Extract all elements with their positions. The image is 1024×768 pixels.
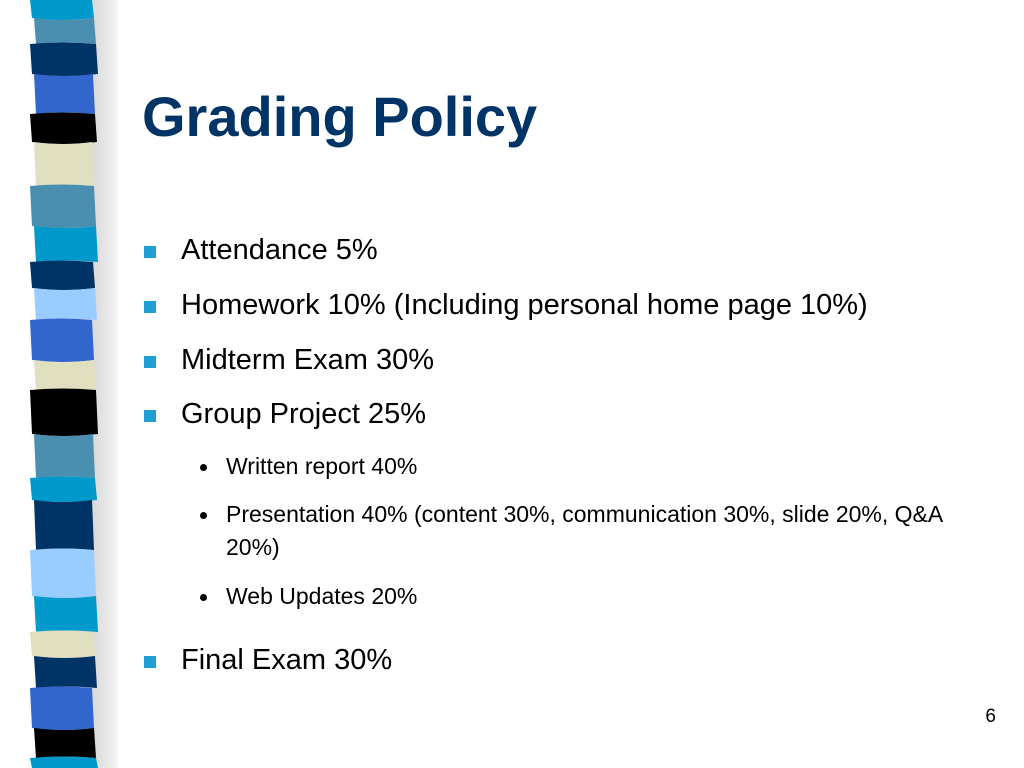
stripe-band — [30, 631, 95, 659]
bullet-text: Midterm Exam 30% — [181, 344, 435, 376]
sub-bullet-text: Presentation 40% (content 30%, communication 30%, slide 20%, Q&A 20%) — [226, 501, 942, 560]
bullet-text: Attendance 5% — [181, 234, 378, 266]
stripe-band — [30, 687, 94, 731]
stripe-band — [34, 18, 96, 44]
square-bullet-icon — [144, 356, 156, 368]
stripe-band — [34, 728, 96, 758]
stripe-band — [34, 360, 96, 390]
square-bullet-icon — [144, 301, 156, 313]
stripe-band — [34, 656, 97, 688]
stripe-band — [34, 596, 98, 632]
square-bullet-icon — [144, 246, 156, 258]
round-bullet-icon — [200, 464, 207, 471]
stripe-band — [34, 500, 94, 550]
stripe-band — [30, 261, 95, 291]
sub-bullet-text: Web Updates 20% — [226, 583, 418, 609]
stripe-band — [34, 434, 95, 478]
stripe-band — [30, 185, 96, 229]
stripe-band — [30, 113, 97, 145]
stripe-band — [30, 319, 94, 363]
bullet-text: Final Exam 30% — [181, 644, 393, 676]
page-number: 6 — [985, 706, 996, 727]
stripe-band — [34, 142, 94, 186]
square-bullet-icon — [144, 656, 156, 668]
bullet-text: Homework 10% (Including personal home page 10%) — [181, 289, 868, 321]
sub-bullet-text: Written report 40% — [226, 453, 418, 479]
square-bullet-icon — [144, 410, 156, 422]
stripe-band — [34, 288, 97, 320]
bullet-text: Group Project 25% — [181, 398, 427, 430]
round-bullet-icon — [200, 512, 207, 519]
stripe-band — [30, 477, 97, 503]
stripe-band — [34, 74, 95, 114]
stripe-band — [30, 389, 98, 437]
stripe-band — [30, 43, 98, 77]
stripe-band — [30, 757, 98, 768]
round-bullet-icon — [200, 594, 207, 601]
decorative-stripe-icon — [0, 0, 120, 768]
stripe-band — [30, 549, 96, 599]
stripe-band — [30, 0, 94, 20]
slide-title: Grading Policy — [142, 85, 538, 148]
stripe-band — [34, 226, 98, 262]
